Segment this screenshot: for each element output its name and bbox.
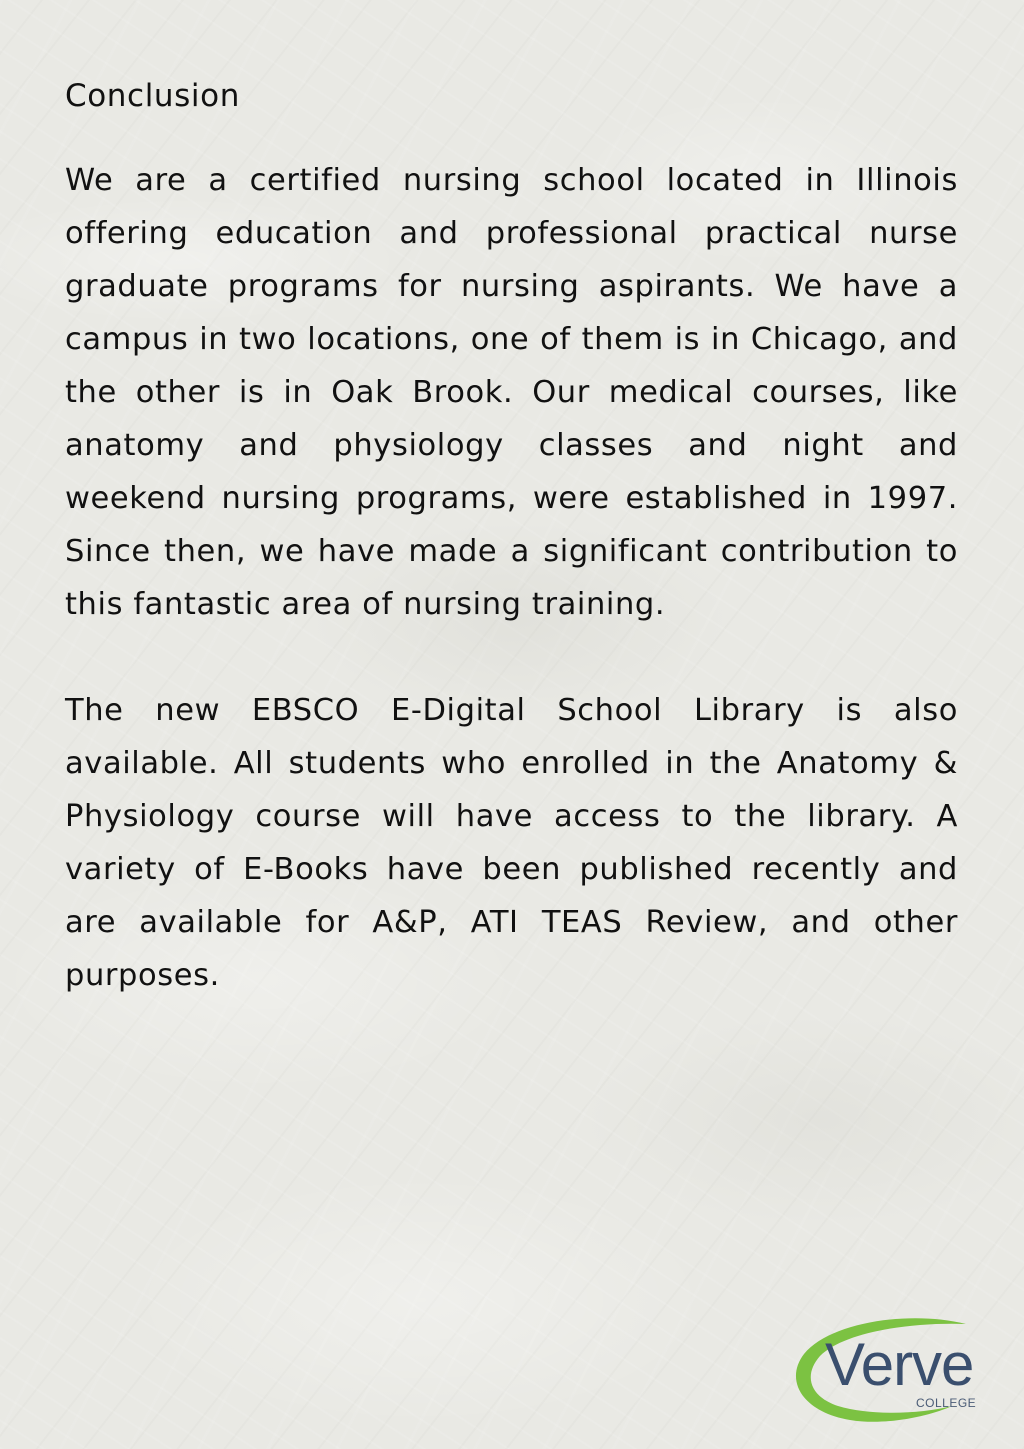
paragraph-school-overview: We are a certified nursing school located in Illinois offering education and professional practical nurse graduate programs for nursing aspirants. We have a campus in two locations, one of them is in Chicago, and the other is in Oak Brook. Our medical courses, like anatomy and physiology classes and night and weekend nursing programs, were established in 1997. Since then, we have made a significant contribution to this fantastic area of nursing training. (65, 163, 958, 622)
logo-subtitle: COLLEGE (916, 1396, 977, 1410)
section-heading: Conclusion (65, 78, 240, 114)
paragraph-digital-library: The new EBSCO E-Digital School Library is also available. All students who enrolled in the Anatomy & Physiology course will have access to the library. A variety of E-Books have been published recently and are available for A&P, ATI TEAS Review, and other purposes. (65, 693, 958, 993)
document-page (65, 74, 958, 1055)
logo-wordmark: Verve (825, 1331, 974, 1398)
verve-college-logo (790, 1316, 1000, 1424)
